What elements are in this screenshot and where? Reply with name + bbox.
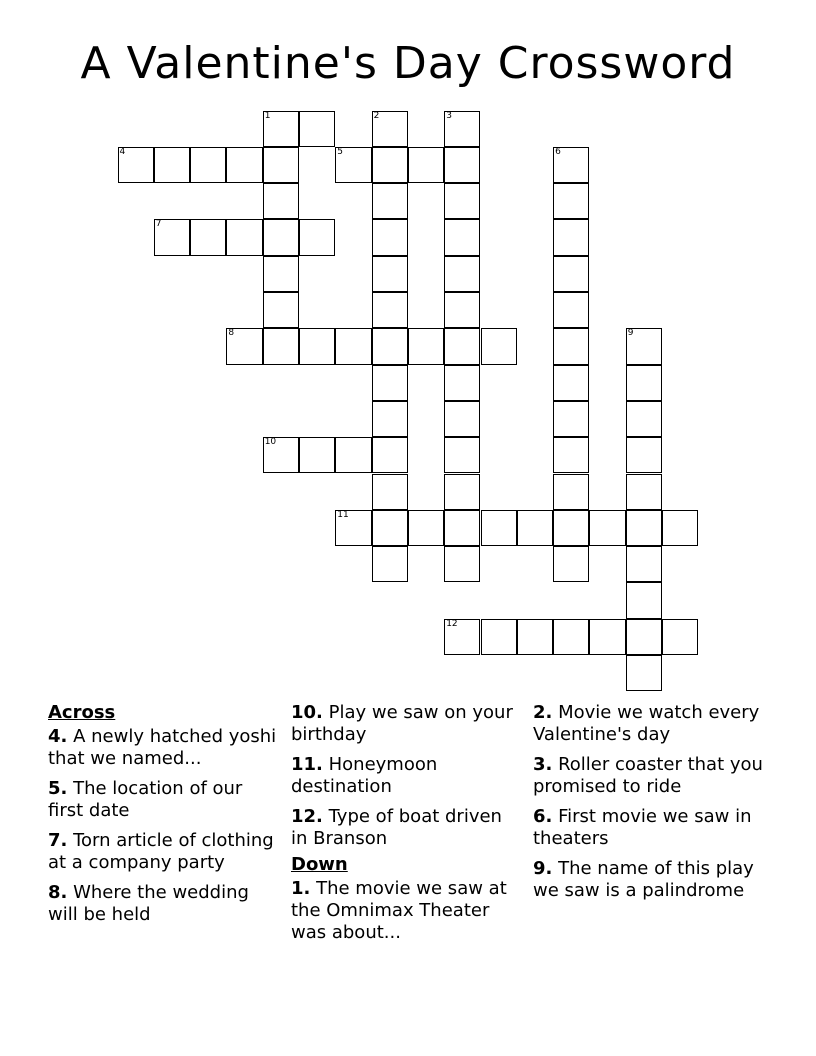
grid-cell[interactable] xyxy=(299,328,335,364)
clue-number: 3 xyxy=(446,110,452,121)
grid-cell[interactable] xyxy=(626,437,662,473)
grid-cell[interactable] xyxy=(372,510,408,546)
grid-cell[interactable] xyxy=(372,365,408,401)
clue-number: 1 xyxy=(264,110,271,121)
grid-cell[interactable] xyxy=(626,401,662,437)
grid-cell[interactable] xyxy=(372,111,408,147)
grid-cell[interactable] xyxy=(263,292,299,328)
clue-column-3 xyxy=(533,702,773,910)
grid-cell[interactable] xyxy=(444,183,480,219)
grid-cell[interactable] xyxy=(444,437,480,473)
grid-cell[interactable] xyxy=(444,292,480,328)
grid-cell[interactable] xyxy=(263,256,299,292)
grid-cell[interactable] xyxy=(444,619,480,655)
grid-cell[interactable] xyxy=(626,328,662,364)
grid-cell[interactable] xyxy=(444,510,480,546)
grid-cell[interactable] xyxy=(226,219,262,255)
grid-cell[interactable] xyxy=(553,474,589,510)
grid-cell[interactable] xyxy=(444,219,480,255)
grid-cell[interactable] xyxy=(481,619,517,655)
grid-cell[interactable] xyxy=(626,619,662,655)
grid-cell[interactable] xyxy=(408,510,444,546)
grid-cell[interactable] xyxy=(372,474,408,510)
grid-cell[interactable] xyxy=(589,510,625,546)
grid-cell[interactable] xyxy=(444,256,480,292)
grid-cell[interactable] xyxy=(372,183,408,219)
clue-down-9: 9. The name of this play we saw is a palindrome xyxy=(533,858,754,901)
grid-cell[interactable] xyxy=(372,147,408,183)
grid-cell[interactable] xyxy=(263,183,299,219)
grid-cell[interactable] xyxy=(335,510,371,546)
grid-cell[interactable] xyxy=(553,147,589,183)
grid-cell[interactable] xyxy=(372,328,408,364)
grid-cell[interactable] xyxy=(481,510,517,546)
clue-number: 5 xyxy=(337,146,344,157)
grid-cell[interactable] xyxy=(118,147,154,183)
grid-cell[interactable] xyxy=(553,437,589,473)
grid-cell[interactable] xyxy=(263,147,299,183)
grid-cell[interactable] xyxy=(517,510,553,546)
grid-cell[interactable] xyxy=(662,619,698,655)
grid-cell[interactable] xyxy=(553,219,589,255)
clue-down-3: 3. Roller coaster that you promised to ride xyxy=(533,754,763,797)
clue-across-4: 4. A newly hatched yoshi that we named... xyxy=(48,726,277,769)
grid-cell[interactable] xyxy=(372,256,408,292)
clue-number: 11 xyxy=(337,509,349,520)
grid-cell[interactable] xyxy=(190,147,226,183)
grid-cell[interactable] xyxy=(263,219,299,255)
clue-down-2: 2. Movie we watch every Valentine's day xyxy=(533,702,760,745)
clue-across-7: 7. Torn article of clothing at a company party xyxy=(48,830,274,873)
grid-cell[interactable] xyxy=(444,328,480,364)
grid-cell[interactable] xyxy=(299,111,335,147)
clue-number: 2 xyxy=(373,110,380,121)
clue-across-10: 10. Play we saw on your birthday xyxy=(291,702,513,745)
grid-cell[interactable] xyxy=(553,256,589,292)
grid-cell[interactable] xyxy=(444,474,480,510)
clue-column-1 xyxy=(48,702,283,934)
clue-number: 6 xyxy=(555,146,561,157)
grid-cell[interactable] xyxy=(263,437,299,473)
grid-cell[interactable] xyxy=(408,328,444,364)
grid-cell[interactable] xyxy=(372,401,408,437)
clue-across-5: 5. The location of our first date xyxy=(48,778,243,821)
grid-cell[interactable] xyxy=(553,365,589,401)
grid-cell[interactable] xyxy=(553,510,589,546)
grid-cell[interactable] xyxy=(517,619,553,655)
grid-cell[interactable] xyxy=(553,401,589,437)
grid-cell[interactable] xyxy=(553,292,589,328)
grid-cell[interactable] xyxy=(626,546,662,582)
grid-cell[interactable] xyxy=(372,292,408,328)
grid-cell[interactable] xyxy=(408,147,444,183)
grid-cell[interactable] xyxy=(626,582,662,618)
grid-cell[interactable] xyxy=(190,219,226,255)
across-heading: Across xyxy=(48,702,116,723)
grid-cell[interactable] xyxy=(444,401,480,437)
page-title: A Valentine's Day Crossword xyxy=(80,38,736,89)
down-heading: Down xyxy=(291,854,348,875)
grid-cell[interactable] xyxy=(626,365,662,401)
grid-cell[interactable] xyxy=(626,510,662,546)
grid-cell[interactable] xyxy=(372,437,408,473)
clue-across-12: 12. Type of boat driven in Branson xyxy=(291,806,502,849)
grid-cell[interactable] xyxy=(444,546,480,582)
clue-number: 12 xyxy=(446,618,458,629)
grid-cell[interactable] xyxy=(372,219,408,255)
grid-cell[interactable] xyxy=(553,619,589,655)
grid-cell[interactable] xyxy=(662,510,698,546)
grid-cell[interactable] xyxy=(226,147,262,183)
grid-cell[interactable] xyxy=(553,183,589,219)
grid-cell[interactable] xyxy=(154,219,190,255)
grid-cell[interactable] xyxy=(263,111,299,147)
clue-number: 7 xyxy=(155,219,162,230)
grid-cell[interactable] xyxy=(626,655,662,691)
clue-down-6: 6. First movie we saw in theaters xyxy=(533,806,752,849)
grid-cell[interactable] xyxy=(335,328,371,364)
grid-cell[interactable] xyxy=(263,328,299,364)
grid-cell[interactable] xyxy=(626,474,662,510)
grid-cell[interactable] xyxy=(335,437,371,473)
clue-across-11: 11. Honeymoon destination xyxy=(291,754,438,797)
grid-cell[interactable] xyxy=(154,147,190,183)
grid-cell[interactable] xyxy=(481,328,517,364)
grid-cell[interactable] xyxy=(372,546,408,582)
clue-number: 10 xyxy=(264,437,277,448)
grid-cell[interactable] xyxy=(335,147,371,183)
grid-cell[interactable] xyxy=(226,328,262,364)
grid-cell[interactable] xyxy=(589,619,625,655)
grid-cell[interactable] xyxy=(299,437,335,473)
grid-cell[interactable] xyxy=(553,328,589,364)
clue-number: 8 xyxy=(228,328,235,339)
clue-across-8: 8. Where the wedding will be held xyxy=(48,882,249,925)
clue-number: 4 xyxy=(119,146,126,157)
clue-number: 9 xyxy=(627,328,634,339)
grid-cell[interactable] xyxy=(444,147,480,183)
clue-down-1: 1. The movie we saw at the Omnimax Theater was about... xyxy=(291,878,507,943)
grid-cell[interactable] xyxy=(444,365,480,401)
grid-cell[interactable] xyxy=(299,219,335,255)
grid-cell[interactable] xyxy=(444,111,480,147)
grid-cell[interactable] xyxy=(553,546,589,582)
clue-column-2 xyxy=(291,702,516,952)
